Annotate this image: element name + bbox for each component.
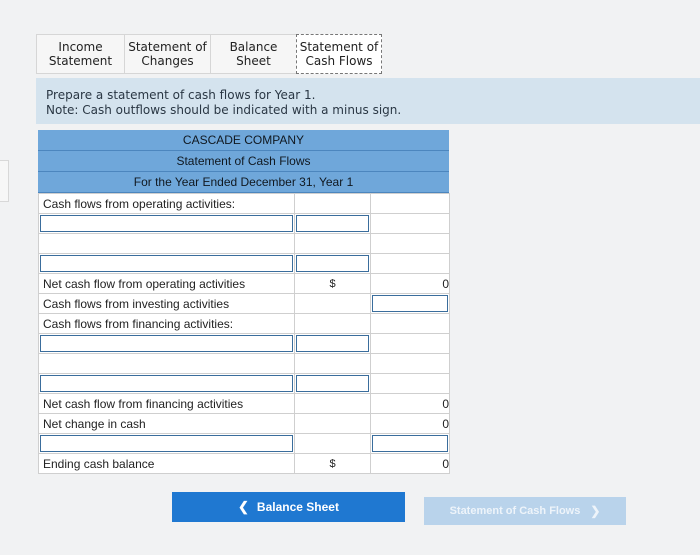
beginning-cash-label-input[interactable] <box>40 435 293 452</box>
chevron-left-icon: ❮ <box>238 499 249 514</box>
table-row <box>39 394 450 414</box>
financing-item-label-input-2[interactable] <box>40 375 293 392</box>
prev-button-label: Balance Sheet <box>256 500 339 514</box>
table-row <box>39 434 450 454</box>
tab-statement-of-changes[interactable]: Statement of Changes <box>124 34 210 74</box>
table-row <box>39 254 450 274</box>
net-change-label: Net change in cash <box>39 414 295 434</box>
table-row <box>39 334 450 354</box>
table-row <box>39 274 450 294</box>
tab-balance-sheet[interactable]: Balance Sheet <box>210 34 296 74</box>
table-row <box>39 194 450 214</box>
operating-item-amount-input-1[interactable] <box>296 215 369 232</box>
tab-income-statement[interactable]: Income Statement <box>36 34 124 74</box>
investing-header: Cash flows from investing activities <box>39 294 295 314</box>
financing-item-label-input-1[interactable] <box>40 335 293 352</box>
net-change-value: 0 <box>371 414 450 434</box>
tab-bar <box>36 34 382 74</box>
net-operating-currency: $ <box>295 274 371 294</box>
table-row <box>39 314 450 334</box>
tab-statement-of-cash-flows[interactable]: Statement of Cash Flows <box>296 34 382 74</box>
table-row <box>39 294 450 314</box>
operating-item-amount-input-2[interactable] <box>296 255 369 272</box>
financing-item-amount-input-1[interactable] <box>296 335 369 352</box>
cash-flow-statement <box>38 130 449 474</box>
statement-grid <box>38 193 450 474</box>
financing-header: Cash flows from financing activities: <box>39 314 295 334</box>
ending-cash-currency: $ <box>295 454 371 474</box>
prev-balance-sheet-button[interactable] <box>172 492 405 522</box>
net-financing-label: Net cash flow from financing activities <box>39 394 295 414</box>
net-operating-label: Net cash flow from operating activities <box>39 274 295 294</box>
net-operating-value: 0 <box>371 274 450 294</box>
next-statement-of-cash-flows-button[interactable] <box>424 497 626 525</box>
table-row <box>39 414 450 434</box>
ending-cash-value: 0 <box>371 454 450 474</box>
table-row <box>39 454 450 474</box>
instructions-panel <box>36 78 700 124</box>
net-financing-value: 0 <box>371 394 450 414</box>
instructions-line-1: Prepare a statement of cash flows for Year 1. <box>46 88 316 102</box>
chevron-right-icon: ❯ <box>590 504 601 518</box>
company-name: CASCADE COMPANY <box>38 130 449 151</box>
financing-item-amount-input-2[interactable] <box>296 375 369 392</box>
beginning-cash-amount-input[interactable] <box>372 435 448 452</box>
table-row <box>39 214 450 234</box>
statement-period: For the Year Ended December 31, Year 1 <box>38 172 449 193</box>
investing-amount-input[interactable] <box>372 295 448 312</box>
operating-header: Cash flows from operating activities: <box>39 194 295 214</box>
statement-title: Statement of Cash Flows <box>38 151 449 172</box>
operating-item-label-input-1[interactable] <box>40 215 293 232</box>
side-panel-edge <box>0 160 9 202</box>
instructions-line-2: Note: Cash outflows should be indicated with a minus sign. <box>46 103 402 117</box>
table-row <box>39 374 450 394</box>
next-button-label: Statement of Cash Flows <box>449 505 581 517</box>
table-row <box>39 354 450 374</box>
table-row <box>39 234 450 254</box>
ending-cash-label: Ending cash balance <box>39 454 295 474</box>
operating-item-label-input-2[interactable] <box>40 255 293 272</box>
